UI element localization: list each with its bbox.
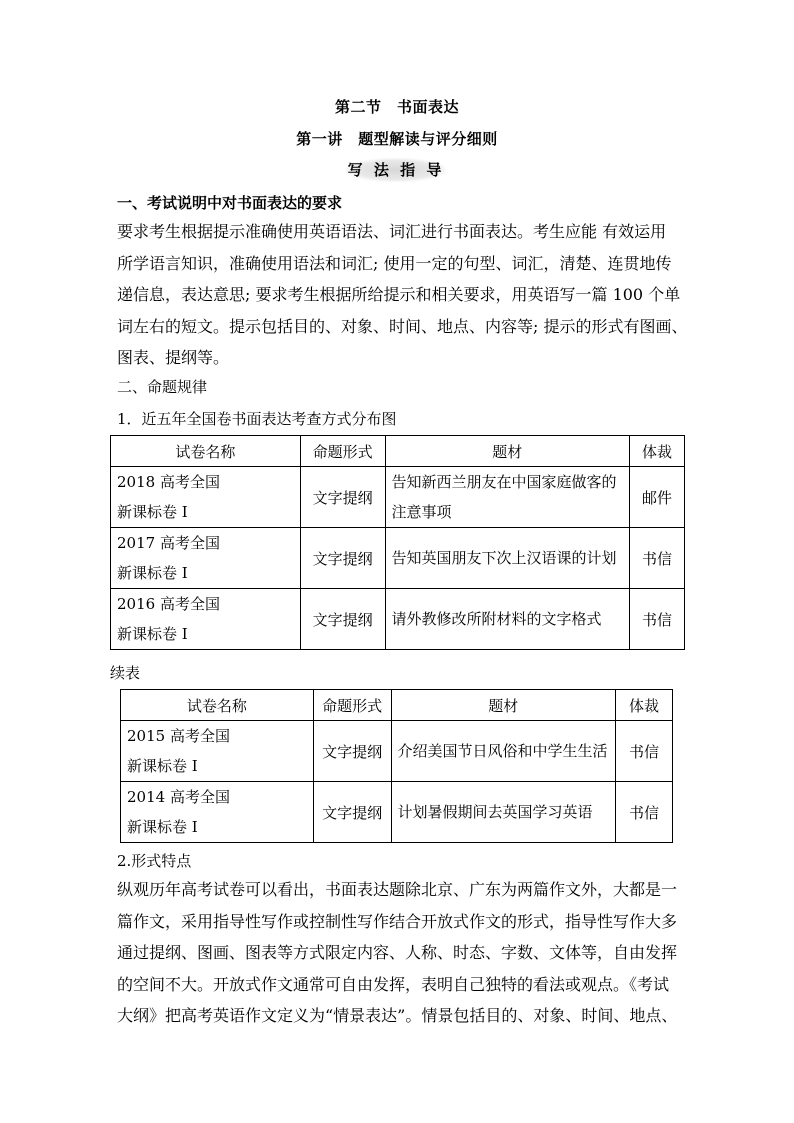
lecture-title: 第一讲 题型解读与评分细则 (296, 130, 498, 148)
paper-year: 2014 高考全国 (127, 788, 230, 806)
header-topic: 题材 (385, 436, 630, 467)
form-cell: 文字提纲 (300, 528, 385, 589)
genre-cell: 书信 (630, 528, 685, 589)
paragraph-line: 的空间不大。开放式作文通常可自由发挥，表明自己独特的看法或观点。《考试 (117, 974, 670, 994)
genre-cell: 书信 (616, 782, 673, 843)
continued-label: 续表 (110, 664, 141, 682)
exam-table-1 (110, 435, 685, 650)
paper-name-cell (111, 589, 301, 650)
form-cell: 文字提纲 (313, 721, 391, 782)
topic-cell: 告知英国朋友下次上汉语课的计划 (385, 528, 630, 589)
paragraph-line: 图表、提纲等。 (117, 348, 230, 367)
table-header-row (111, 436, 685, 467)
part1-paragraph (117, 216, 687, 374)
exam-table-2 (120, 689, 673, 843)
paragraph-line: 要求考生根据提示准确使用英语语法、词汇进行书面表达。考生应能 有效运用 (117, 222, 667, 241)
paper-year: 2016 高考全国 (117, 595, 220, 613)
writing-guide-banner: 写 法 指 导 (346, 158, 446, 182)
table-row (121, 721, 673, 782)
part1-heading: 一、考试说明中对书面表达的要求 (117, 194, 343, 212)
genre-cell: 书信 (616, 721, 673, 782)
paper-type: 新课标卷 I (117, 625, 188, 643)
topic-cell: 告知新西兰朋友在中国家庭做客的注意事项 (385, 467, 630, 528)
form-cell: 文字提纲 (300, 467, 385, 528)
genre-cell: 书信 (630, 589, 685, 650)
part2-paragraph (117, 874, 687, 1032)
paper-type: 新课标卷 I (117, 564, 188, 582)
table-row (111, 589, 685, 650)
paper-type: 新课标卷 I (127, 818, 198, 836)
section-title: 第二节 书面表达 (334, 98, 459, 116)
paper-name-cell (111, 528, 301, 589)
paper-year: 2018 高考全国 (117, 473, 220, 491)
subsection-1-heading: 1．近五年全国卷书面表达考查方式分布图 (117, 410, 397, 428)
paragraph-line: 纵观历年高考试卷可以看出，书面表达题除北京、广东为两篇作文外，大都是一 (117, 880, 678, 899)
paper-name-cell (111, 467, 301, 528)
topic-cell: 介绍美国节日风俗和中学生生活 (391, 721, 616, 782)
header-form: 命题形式 (300, 436, 385, 467)
genre-cell: 邮件 (630, 467, 685, 528)
header-paper-name: 试卷名称 (111, 436, 301, 467)
topic-cell: 请外教修改所附材料的文字格式 (385, 589, 630, 650)
header-form: 命题形式 (313, 690, 391, 721)
paper-year: 2017 高考全国 (117, 534, 220, 552)
form-cell: 文字提纲 (300, 589, 385, 650)
header-genre: 体裁 (616, 690, 673, 721)
table-row (121, 782, 673, 843)
paragraph-line: 所学语言知识，准确使用语法和词汇; 使用一定的句型、词汇，清楚、连贯地传 (117, 253, 672, 273)
topic-cell: 计划暑假期间去英国学习英语 (391, 782, 616, 843)
header-topic: 题材 (391, 690, 616, 721)
paragraph-line: 篇作文，采用指导性写作或控制性写作结合开放式作文的形式，指导性写作大多 (117, 911, 678, 931)
table-row (111, 467, 685, 528)
header-paper-name: 试卷名称 (121, 690, 314, 721)
table-row (111, 528, 685, 589)
paper-type: 新课标卷 I (117, 503, 188, 521)
form-cell: 文字提纲 (313, 782, 391, 843)
paragraph-line: 大纲》把高考英语作文定义为“情景表达”。情景包括目的、对象、时间、地点、 (117, 1006, 678, 1025)
header-genre: 体裁 (630, 436, 685, 467)
paper-name-cell (121, 782, 314, 843)
paper-year: 2015 高考全国 (127, 727, 230, 745)
table-header-row (121, 690, 673, 721)
subsection-2-heading: 2.形式特点 (117, 852, 192, 870)
paper-type: 新课标卷 I (127, 757, 198, 775)
paragraph-line: 词左右的短文。提示包括目的、对象、时间、地点、内容等; 提示的形式有图画、 (117, 316, 688, 336)
paper-name-cell (121, 721, 314, 782)
paragraph-line: 递信息，表达意思; 要求考生根据所给提示和相关要求，用英语写一篇 100 个单 (117, 285, 681, 304)
part2-heading: 二、命题规律 (117, 378, 208, 396)
paragraph-line: 通过提纲、图画、图表等方式限定内容、人称、时态、字数、文体等，自由发挥 (117, 943, 678, 962)
